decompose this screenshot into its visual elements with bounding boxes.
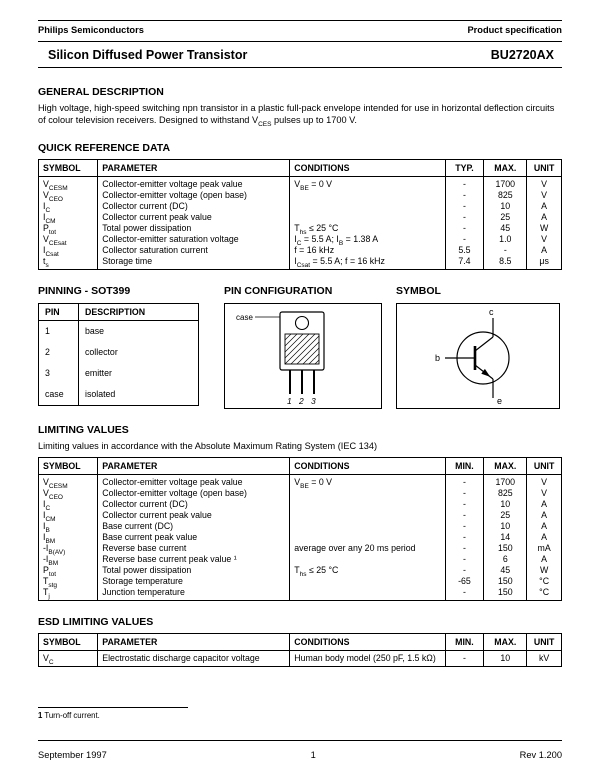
section-quick-reference-data: QUICK REFERENCE DATA: [38, 141, 171, 154]
footnote-number: 1: [38, 711, 43, 720]
cell-parameter: Collector-emitter voltage peak value: [98, 176, 290, 189]
cell-unit: V: [527, 176, 562, 189]
table-row: [39, 510, 562, 521]
table-row: [39, 176, 562, 189]
pin-configuration-figure: [224, 303, 382, 409]
header-spec-type: Product specification: [467, 25, 562, 35]
cell-max: 825: [484, 488, 527, 499]
sot399-package-drawing: [228, 304, 378, 408]
col-pin: PIN: [39, 303, 79, 320]
limiting-values-intro: Limiting values in accordance with the Absolute Maximum Rating System (IEC 134): [38, 440, 378, 451]
cell-max: 150: [484, 576, 527, 587]
table-row: [39, 212, 562, 223]
cell-typ: -: [445, 201, 484, 212]
cell-conditions: f = 16 kHz: [290, 245, 445, 256]
cell-parameter: Storage temperature: [98, 576, 290, 587]
footnote-text: [38, 711, 562, 720]
cell-min: -: [445, 499, 484, 510]
cell-unit: A: [527, 245, 562, 256]
collector-label: c: [489, 306, 494, 317]
cell-conditions: [290, 212, 445, 223]
cell-min: -: [445, 488, 484, 499]
footer-page-number: 1: [310, 750, 316, 760]
cell-symbol: $I_{CM}$: [43, 509, 56, 523]
col-conditions: CONDITIONS: [290, 633, 445, 650]
cell-symbol: $T_j$: [43, 586, 50, 600]
cell-min: -: [445, 587, 484, 600]
cell-pin: 1: [45, 325, 50, 336]
cell-symbol: $V_{CEsat}$: [43, 233, 67, 247]
cell-min: -: [445, 650, 484, 666]
table-row: [39, 384, 199, 406]
cell-symbol: $P_{tot}$: [43, 564, 57, 578]
table-row: [39, 342, 199, 363]
cell-conditions: average over any 20 ms period: [290, 543, 445, 554]
cell-conditions: $V_{BE} = 0$ V: [290, 474, 445, 487]
cell-max: 1700: [484, 474, 527, 487]
cell-pin: 2: [45, 346, 50, 357]
cell-conditions: $I_C = 5.5$ A; $I_B = 1.38$ A: [290, 234, 445, 245]
emitter-label: e: [497, 395, 503, 406]
cell-min: -: [445, 532, 484, 543]
cell-max: 1700: [484, 176, 527, 189]
table-row: [39, 320, 199, 342]
cell-conditions: [290, 499, 445, 510]
cell-conditions: $V_{BE} = 0$ V: [290, 176, 445, 189]
pin-configuration-column: [224, 285, 382, 409]
table-row: [39, 223, 562, 234]
cell-description: base: [79, 320, 199, 342]
cell-parameter: Collector-emitter voltage (open base): [98, 190, 290, 201]
figures-section: [38, 285, 562, 409]
cell-conditions: [290, 190, 445, 201]
cell-parameter: Collector-emitter voltage peak value: [98, 474, 290, 487]
col-typ: TYP.: [445, 159, 484, 176]
cell-typ: -: [445, 176, 484, 189]
cell-symbol: $V_{CEO}$: [43, 487, 63, 501]
cell-unit: V: [527, 190, 562, 201]
cell-parameter: Junction temperature: [98, 587, 290, 600]
cell-min: -: [445, 521, 484, 532]
cell-parameter: Reverse base current: [98, 543, 290, 554]
document-title-band: [38, 41, 562, 68]
cell-max: 1.0: [484, 234, 527, 245]
cell-max: 10: [484, 201, 527, 212]
cell-symbol: $I_{Csat}$: [43, 244, 59, 258]
section-pinning: PINNING - SOT399: [38, 284, 131, 297]
cell-typ: -: [445, 223, 484, 234]
pin-3-label: 3: [311, 395, 316, 406]
cell-parameter: Electrostatic discharge capacitor voltage: [98, 650, 290, 666]
cell-symbol: $P_{tot}$: [43, 222, 57, 236]
cell-symbol: $I_{BM}$: [43, 531, 56, 545]
cell-symbol: $T_{stg}$: [43, 575, 58, 589]
pinning-table: [38, 303, 199, 406]
case-label: case: [236, 312, 253, 322]
cell-conditions: [290, 532, 445, 543]
table-row: [39, 532, 562, 543]
cell-max: -: [484, 245, 527, 256]
cell-unit: A: [527, 201, 562, 212]
pinning-column: [38, 285, 210, 406]
table-row: [39, 234, 562, 245]
cell-min: -65: [445, 576, 484, 587]
cell-unit: V: [527, 234, 562, 245]
col-conditions: CONDITIONS: [290, 159, 445, 176]
col-description: DESCRIPTION: [79, 303, 199, 320]
cell-unit: °C: [527, 576, 562, 587]
table-row: [39, 521, 562, 532]
col-min: MIN.: [445, 457, 484, 474]
cell-unit: W: [527, 223, 562, 234]
cell-min: -: [445, 554, 484, 565]
footnote-body: Turn-off current.: [44, 711, 100, 720]
table-row: [39, 363, 199, 384]
cell-min: -: [445, 565, 484, 576]
cell-parameter: Base current peak value: [98, 532, 290, 543]
cell-max: 10: [484, 499, 527, 510]
section-pin-configuration: PIN CONFIGURATION: [224, 284, 333, 297]
footer-date: September 1997: [38, 750, 107, 760]
cell-parameter: Collector current peak value: [98, 212, 290, 223]
table-row: [39, 543, 562, 554]
cell-min: -: [445, 510, 484, 521]
part-number: BU2720AX: [490, 47, 554, 62]
col-max: MAX.: [484, 633, 527, 650]
col-symbol: SYMBOL: [39, 457, 98, 474]
footnote: [38, 707, 562, 720]
cell-conditions: Human body model (250 pF, 1.5 kΩ): [290, 650, 445, 666]
table-row: [39, 256, 562, 269]
cell-symbol: $V_{CEO}$: [43, 189, 63, 203]
cell-unit: kV: [527, 650, 562, 666]
table-row: [39, 587, 562, 600]
page-footer: [38, 740, 562, 760]
cell-typ: -: [445, 190, 484, 201]
table-row: [39, 565, 562, 576]
cell-max: 825: [484, 190, 527, 201]
cell-typ: 7.4: [445, 256, 484, 269]
cell-conditions: [290, 201, 445, 212]
cell-symbol: $-I_{BM}$: [43, 553, 59, 567]
cell-unit: W: [527, 565, 562, 576]
cell-symbol: $-I_{B(AV)}$: [43, 542, 66, 556]
cell-max: 45: [484, 223, 527, 234]
cell-typ: 5.5: [445, 245, 484, 256]
cell-max: 150: [484, 543, 527, 554]
cell-unit: A: [527, 499, 562, 510]
cell-parameter: Storage time: [98, 256, 290, 269]
col-unit: UNIT: [527, 633, 562, 650]
quick-reference-table: [38, 159, 562, 270]
cell-conditions: [290, 576, 445, 587]
cell-symbol: $V_{CESM}$: [43, 178, 68, 192]
col-parameter: PARAMETER: [98, 633, 290, 650]
cell-max: 25: [484, 510, 527, 521]
cell-unit: A: [527, 521, 562, 532]
npn-transistor-symbol: [403, 304, 553, 408]
cell-conditions: [290, 587, 445, 600]
table-header-row: [39, 303, 199, 320]
table-row: [39, 499, 562, 510]
table-row: [39, 650, 562, 666]
col-symbol: SYMBOL: [39, 159, 98, 176]
section-symbol: SYMBOL: [396, 284, 441, 297]
cell-parameter: Collector-emitter voltage (open base): [98, 488, 290, 499]
cell-conditions: [290, 510, 445, 521]
table-row: [39, 201, 562, 212]
cell-description: emitter: [79, 363, 199, 384]
col-conditions: CONDITIONS: [290, 457, 445, 474]
cell-parameter: Collector current (DC): [98, 499, 290, 510]
cell-max: 25: [484, 212, 527, 223]
cell-max: 10: [484, 650, 527, 666]
col-symbol: SYMBOL: [39, 633, 98, 650]
cell-symbol: $V_{CESM}$: [43, 476, 68, 490]
cell-unit: V: [527, 474, 562, 487]
cell-parameter: Reverse base current peak value ¹: [98, 554, 290, 565]
pin-1-label: 1: [287, 395, 292, 406]
base-label: b: [435, 352, 441, 363]
cell-symbol: $I_C$: [43, 200, 51, 214]
cell-symbol: $I_{CM}$: [43, 211, 56, 225]
cell-unit: °C: [527, 587, 562, 600]
cell-symbol: $I_C$: [43, 498, 51, 512]
esd-limiting-values-table: [38, 633, 562, 667]
col-unit: UNIT: [527, 457, 562, 474]
cell-description: collector: [79, 342, 199, 363]
table-header-row: [39, 457, 562, 474]
section-esd-limiting-values: ESD LIMITING VALUES: [38, 615, 154, 628]
table-header-row: [39, 159, 562, 176]
section-general-description: GENERAL DESCRIPTION: [38, 86, 164, 98]
col-unit: UNIT: [527, 159, 562, 176]
cell-max: 45: [484, 565, 527, 576]
header-company: Philips Semiconductors: [38, 25, 144, 35]
cell-max: 14: [484, 532, 527, 543]
cell-conditions: $I_{Csat} = 5.5$ A; f = 16 kHz: [290, 256, 445, 269]
cell-conditions: [290, 554, 445, 565]
cell-parameter: Total power dissipation: [98, 565, 290, 576]
cell-parameter: Collector saturation current: [98, 245, 290, 256]
cell-max: 6: [484, 554, 527, 565]
table-row: [39, 554, 562, 565]
cell-symbol: $t_s$: [43, 255, 49, 269]
section-limiting-values: LIMITING VALUES: [38, 423, 129, 436]
cell-parameter: Collector current (DC): [98, 201, 290, 212]
cell-parameter: Collector current peak value: [98, 510, 290, 521]
col-parameter: PARAMETER: [98, 159, 290, 176]
cell-unit: mA: [527, 543, 562, 554]
cell-parameter: Collector-emitter saturation voltage: [98, 234, 290, 245]
cell-conditions: $T_{hs} \le 25$ °C: [290, 565, 445, 576]
cell-conditions: $T_{hs} \le 25$ °C: [290, 223, 445, 234]
cell-min: -: [445, 543, 484, 554]
cell-unit: A: [527, 510, 562, 521]
table-row: [39, 474, 562, 487]
limiting-values-table: [38, 457, 562, 601]
col-parameter: PARAMETER: [98, 457, 290, 474]
document-title: Silicon Diffused Power Transistor: [48, 47, 248, 62]
cell-typ: -: [445, 234, 484, 245]
page-header: [38, 21, 562, 41]
symbol-column: [396, 285, 560, 409]
footnote-rule: [38, 707, 188, 708]
cell-min: -: [445, 474, 484, 487]
cell-symbol: $I_B$: [43, 520, 50, 534]
cell-unit: A: [527, 212, 562, 223]
cell-conditions: [290, 521, 445, 532]
cell-unit: A: [527, 554, 562, 565]
footer-revision: Rev 1.200: [519, 750, 562, 760]
cell-pin: 3: [45, 367, 50, 378]
cell-parameter: Total power dissipation: [98, 223, 290, 234]
symbol-figure: [396, 303, 560, 409]
cell-max: 8.5: [484, 256, 527, 269]
cell-parameter: Base current (DC): [98, 521, 290, 532]
cell-conditions: [290, 488, 445, 499]
cell-unit: A: [527, 532, 562, 543]
table-header-row: [39, 633, 562, 650]
cell-typ: -: [445, 212, 484, 223]
cell-symbol: $V_C$: [43, 652, 54, 666]
cell-unit: μs: [527, 256, 562, 269]
cell-pin: case: [45, 388, 64, 399]
col-max: MAX.: [484, 159, 527, 176]
table-row: [39, 245, 562, 256]
cell-description: isolated: [79, 384, 199, 406]
pin-2-label: 2: [299, 395, 304, 406]
col-max: MAX.: [484, 457, 527, 474]
cell-max: 10: [484, 521, 527, 532]
cell-unit: V: [527, 488, 562, 499]
col-min: MIN.: [445, 633, 484, 650]
general-description-text: High voltage, high-speed switching npn transistor in a plastic full-pack envelope intended for use in horizontal deflection circuits of colour television receivers. Designed to withstand $V_{CES}$ pulses up to 1700 V.: [38, 103, 555, 128]
cell-max: 150: [484, 587, 527, 600]
